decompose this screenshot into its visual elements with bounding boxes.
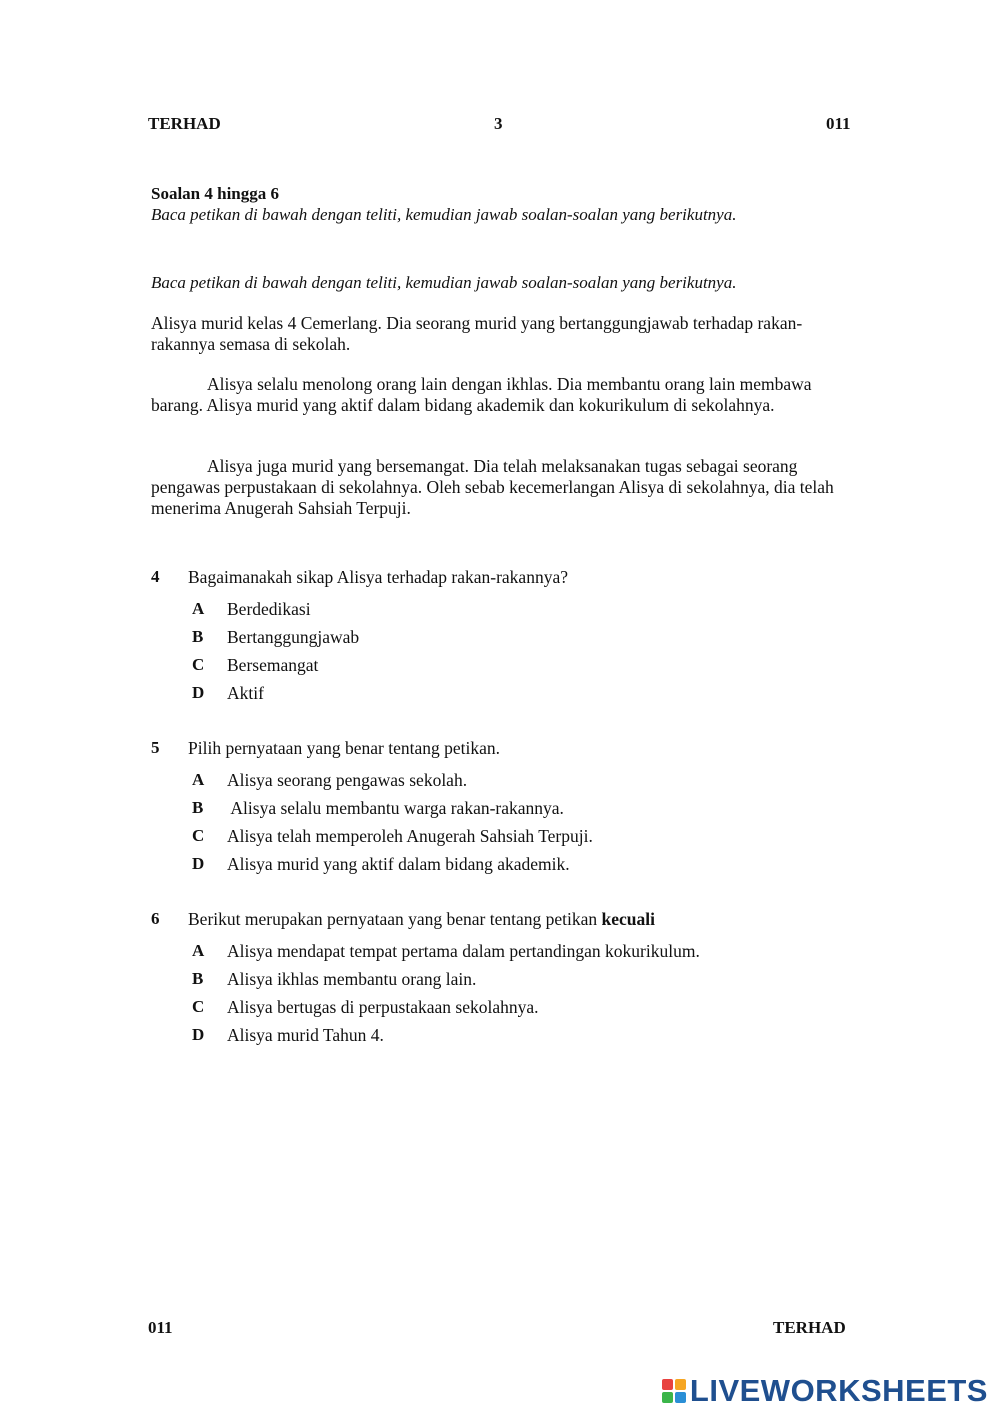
question-4-option-c[interactable]: Bersemangat [227, 655, 319, 675]
passage-paragraph-1: Alisya murid kelas 4 Cemerlang. Dia seorang murid yang bertanggungjawab terhadap rakan-rakannya semasa di sekolah. [151, 313, 803, 354]
question-4-option-letter: D [192, 683, 205, 702]
question-6-emphasis: kecuali [601, 909, 655, 929]
question-4-option-b[interactable]: Bertanggungjawab [227, 627, 360, 647]
question-6-text [188, 909, 655, 930]
header-right: 011 [826, 114, 851, 133]
question-4-option-d[interactable]: Aktif [227, 683, 264, 703]
instruction-repeat: Baca petikan di bawah dengan teliti, kemudian jawab soalan-soalan yang berikutnya. [151, 273, 737, 292]
section-title: Soalan 4 hingga 6 [151, 184, 280, 203]
question-4-text: Bagaimanakah sikap Alisya terhadap rakan-rakannya? [188, 567, 568, 587]
page-number: 3 [494, 114, 503, 133]
question-4-option-a[interactable]: Berdedikasi [227, 599, 311, 619]
instruction: Baca petikan di bawah dengan teliti, kemudian jawab soalan-soalan yang berikutnya. [151, 205, 737, 224]
question-4-option-letter: C [192, 655, 205, 674]
question-5-option-a[interactable]: Alisya seorang pengawas sekolah. [227, 770, 468, 790]
header-left: TERHAD [148, 114, 221, 133]
question-5-option-letter: C [192, 826, 205, 845]
question-6-option-d[interactable]: Alisya murid Tahun 4. [227, 1025, 384, 1045]
question-6-option-letter: C [192, 997, 205, 1016]
question-5-text: Pilih pernyataan yang benar tentang petikan. [188, 738, 500, 758]
footer-left: 011 [148, 1318, 173, 1337]
question-5-option-d[interactable]: Alisya murid yang aktif dalam bidang akademik. [227, 854, 570, 874]
logo-text: LIVEWORKSHEETS [689, 1373, 988, 1408]
question-5-option-letter: D [192, 854, 205, 873]
question-6-number: 6 [151, 909, 160, 928]
question-6-option-a[interactable]: Alisya mendapat tempat pertama dalam pertandingan kokurikulum. [227, 941, 700, 961]
question-6-option-b[interactable]: Alisya ikhlas membantu orang lain. [227, 969, 477, 989]
question-4-number: 4 [151, 567, 160, 586]
footer-right: TERHAD [773, 1318, 846, 1337]
question-5-option-c[interactable]: Alisya telah memperoleh Anugerah Sahsiah Terpuji. [227, 826, 593, 846]
question-6-option-letter: A [192, 941, 205, 960]
question-5-number: 5 [151, 738, 160, 757]
liveworksheets-logo-icon [662, 1379, 686, 1403]
question-5-option-letter: A [192, 770, 205, 789]
passage-paragraph-2: Alisya selalu menolong orang lain dengan ikhlas. Dia membantu orang lain membawa barang. Alisya murid yang aktif dalam bidang akademik dan kokurikulum di sekolahnya. [151, 374, 812, 415]
passage-paragraph-3: Alisya juga murid yang bersemangat. Dia telah melaksanakan tugas sebagai seorang pengawas perpustakaan di sekolahnya. Oleh sebab kecemerlangan Alisya di sekolahnya, dia telah menerima Anugerah Sahsiah Terpuji. [151, 456, 834, 518]
logo-square [662, 1392, 673, 1403]
question-6-option-letter: B [192, 969, 204, 988]
logo-square [662, 1379, 673, 1390]
question-6-option-c[interactable]: Alisya bertugas di perpustakaan sekolahnya. [227, 997, 539, 1017]
liveworksheets-logo[interactable] [662, 1373, 988, 1409]
question-4-option-letter: A [192, 599, 205, 618]
logo-square [675, 1392, 686, 1403]
question-4-option-letter: B [192, 627, 204, 646]
question-6-option-letter: D [192, 1025, 205, 1044]
question-5-option-letter: B [192, 798, 204, 817]
question-6-text-main: Berikut merupakan pernyataan yang benar tentang petikan [188, 909, 602, 929]
question-5-option-b[interactable]: Alisya selalu membantu warga rakan-rakannya. [227, 798, 564, 818]
logo-square [675, 1379, 686, 1390]
